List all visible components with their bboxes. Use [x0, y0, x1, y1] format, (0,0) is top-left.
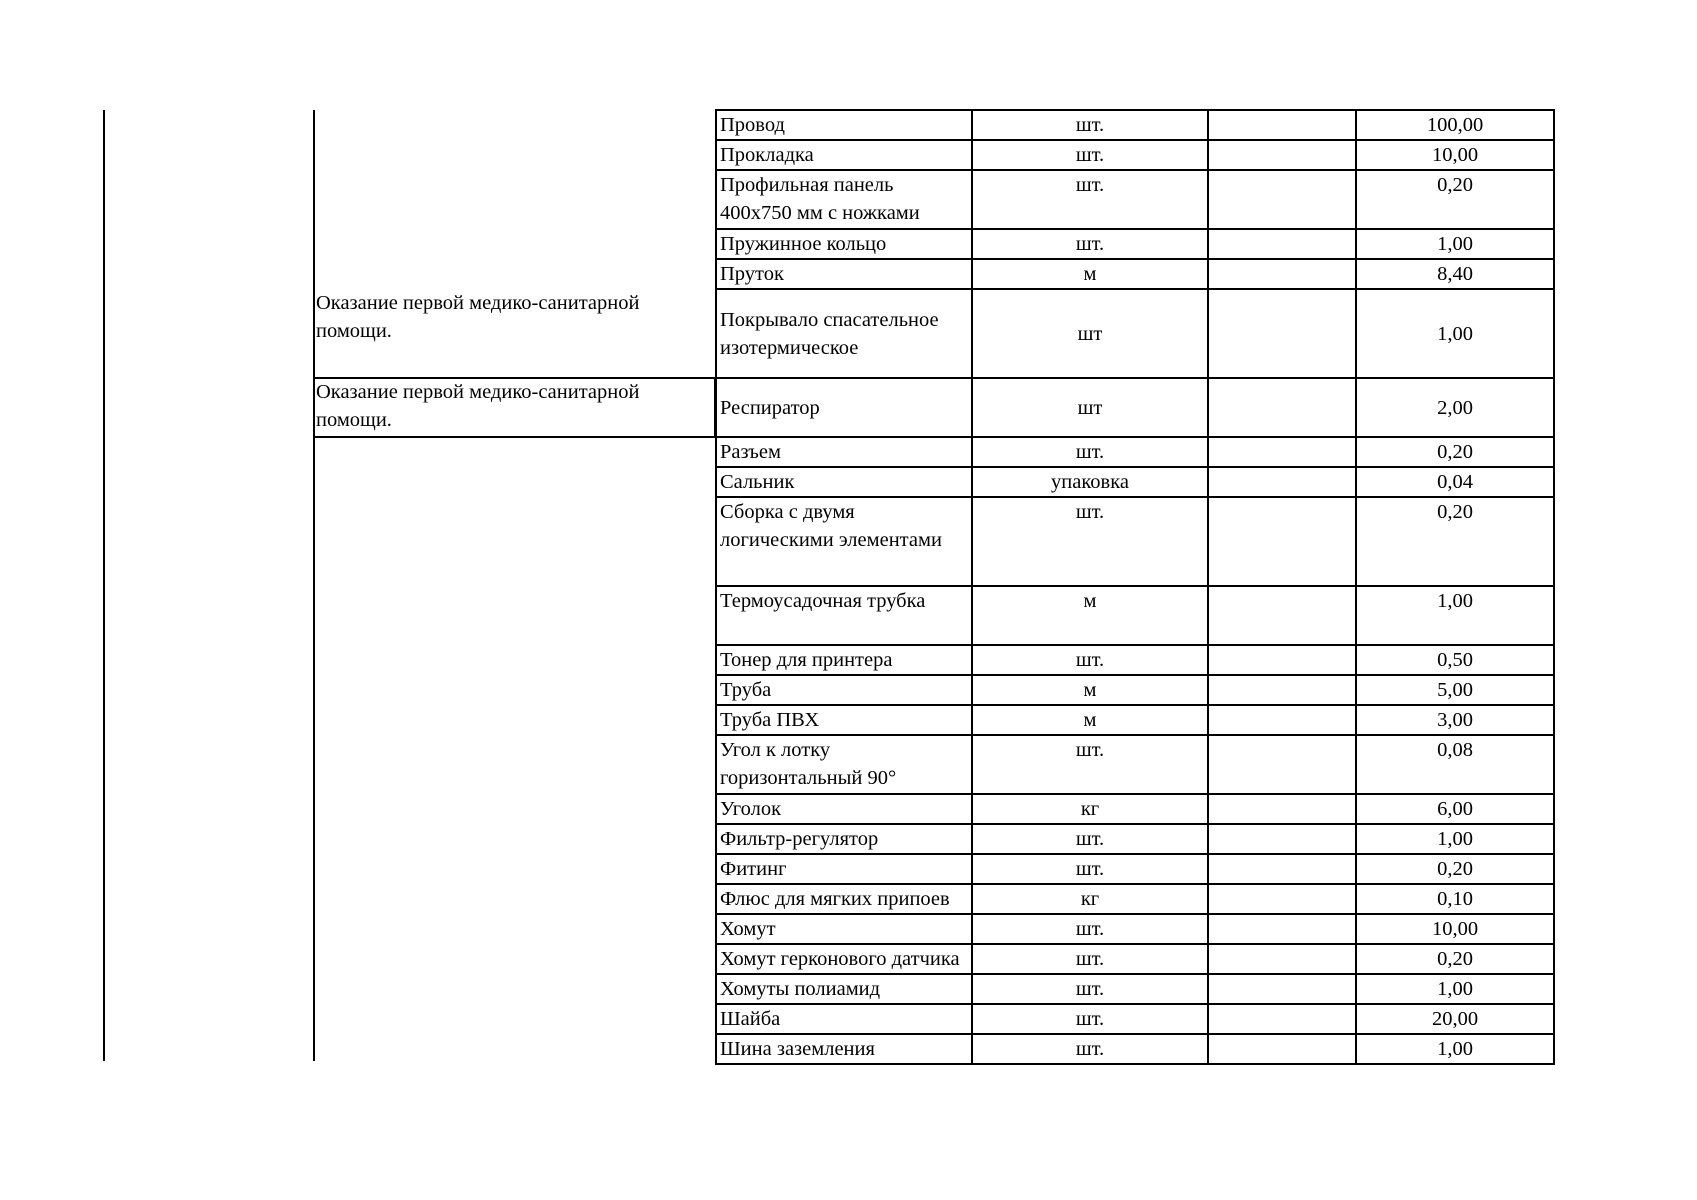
- item-quantity: 0,20: [1356, 437, 1554, 467]
- item-unit: шт.: [972, 110, 1208, 140]
- item-quantity: 0,20: [1356, 170, 1554, 229]
- item-name: Пруток: [716, 259, 972, 289]
- item-unit: упаковка: [972, 467, 1208, 497]
- table-row: [716, 675, 1554, 705]
- table-row: [716, 110, 1554, 140]
- item-empty-cell: [1208, 467, 1356, 497]
- group-separator-bottom: [313, 436, 715, 438]
- item-unit: шт.: [972, 824, 1208, 854]
- item-empty-cell: [1208, 378, 1356, 437]
- item-unit: м: [972, 259, 1208, 289]
- item-quantity: 0,04: [1356, 467, 1554, 497]
- item-quantity: 0,08: [1356, 735, 1554, 794]
- item-quantity: 0,20: [1356, 944, 1554, 974]
- item-quantity: 1,00: [1356, 1034, 1554, 1064]
- item-quantity: 6,00: [1356, 794, 1554, 824]
- table-row: [716, 467, 1554, 497]
- item-name: Сборка с двумя логическими элементами: [716, 497, 972, 586]
- table-row: [716, 884, 1554, 914]
- item-unit: шт: [972, 289, 1208, 378]
- table-row: [716, 794, 1554, 824]
- item-name: Шина заземления: [716, 1034, 972, 1064]
- item-empty-cell: [1208, 884, 1356, 914]
- group-label-first: Оказание первой медико-санитарной помощи.: [316, 292, 640, 342]
- item-empty-cell: [1208, 289, 1356, 378]
- table-row: [716, 974, 1554, 1004]
- table-row: [716, 914, 1554, 944]
- left-border-line: [103, 110, 105, 1061]
- table-row: [716, 1004, 1554, 1034]
- item-unit: шт.: [972, 974, 1208, 1004]
- table-row: [716, 645, 1554, 675]
- item-quantity: 2,00: [1356, 378, 1554, 437]
- item-unit: шт.: [972, 944, 1208, 974]
- item-empty-cell: [1208, 794, 1356, 824]
- item-name: Провод: [716, 110, 972, 140]
- item-empty-cell: [1208, 854, 1356, 884]
- table-row: [716, 824, 1554, 854]
- item-name: Хомут герконового датчика: [716, 944, 972, 974]
- item-name: Сальник: [716, 467, 972, 497]
- item-quantity: 0,50: [1356, 645, 1554, 675]
- table-row: [716, 944, 1554, 974]
- item-unit: шт.: [972, 170, 1208, 229]
- table-row: [716, 140, 1554, 170]
- item-empty-cell: [1208, 914, 1356, 944]
- item-empty-cell: [1208, 437, 1356, 467]
- item-name: Тонер для принтера: [716, 645, 972, 675]
- item-quantity: 1,00: [1356, 289, 1554, 378]
- table-row: [716, 378, 1554, 437]
- item-empty-cell: [1208, 944, 1356, 974]
- item-empty-cell: [1208, 735, 1356, 794]
- item-unit: шт.: [972, 229, 1208, 259]
- table-row: [716, 1034, 1554, 1064]
- item-empty-cell: [1208, 675, 1356, 705]
- table-row: [716, 170, 1554, 229]
- item-quantity: 1,00: [1356, 586, 1554, 645]
- item-quantity: 0,20: [1356, 497, 1554, 586]
- item-name: Хомуты полиамид: [716, 974, 972, 1004]
- item-name: Респиратор: [716, 378, 972, 437]
- item-empty-cell: [1208, 586, 1356, 645]
- item-unit: м: [972, 586, 1208, 645]
- table-row: [716, 229, 1554, 259]
- table-row: [716, 497, 1554, 586]
- item-unit: шт.: [972, 735, 1208, 794]
- item-unit: м: [972, 675, 1208, 705]
- item-unit: кг: [972, 794, 1208, 824]
- item-name: Профильная панель 400х750 мм с ножками: [716, 170, 972, 229]
- item-quantity: 8,40: [1356, 259, 1554, 289]
- item-empty-cell: [1208, 1004, 1356, 1034]
- materials-table: [715, 109, 1555, 1065]
- table-row: [716, 735, 1554, 794]
- item-unit: кг: [972, 884, 1208, 914]
- item-unit: шт.: [972, 645, 1208, 675]
- item-empty-cell: [1208, 110, 1356, 140]
- table-row: [716, 289, 1554, 378]
- item-name: Прокладка: [716, 140, 972, 170]
- item-name: Фитинг: [716, 854, 972, 884]
- table-row: [716, 586, 1554, 645]
- item-empty-cell: [1208, 1034, 1356, 1064]
- item-empty-cell: [1208, 229, 1356, 259]
- item-quantity: 1,00: [1356, 824, 1554, 854]
- group-label-second: Оказание первой медико-санитарной помощи.: [316, 381, 640, 431]
- item-empty-cell: [1208, 140, 1356, 170]
- item-unit: шт.: [972, 1034, 1208, 1064]
- item-quantity: 10,00: [1356, 140, 1554, 170]
- item-empty-cell: [1208, 259, 1356, 289]
- item-unit: шт: [972, 378, 1208, 437]
- item-empty-cell: [1208, 974, 1356, 1004]
- item-name: Хомут: [716, 914, 972, 944]
- item-empty-cell: [1208, 705, 1356, 735]
- item-quantity: 100,00: [1356, 110, 1554, 140]
- table-row: [716, 705, 1554, 735]
- item-name: Угол к лотку горизонтальный 90°: [716, 735, 972, 794]
- table-row: [716, 854, 1554, 884]
- item-empty-cell: [1208, 497, 1356, 586]
- item-quantity: 1,00: [1356, 229, 1554, 259]
- group-column-border-line: [313, 110, 315, 1061]
- item-name: Термоусадочная трубка: [716, 586, 972, 645]
- item-name: Труба: [716, 675, 972, 705]
- item-name: Разъем: [716, 437, 972, 467]
- item-name: Шайба: [716, 1004, 972, 1034]
- item-quantity: 0,10: [1356, 884, 1554, 914]
- item-quantity: 20,00: [1356, 1004, 1554, 1034]
- item-name: Флюс для мягких припоев: [716, 884, 972, 914]
- item-quantity: 10,00: [1356, 914, 1554, 944]
- item-unit: шт.: [972, 140, 1208, 170]
- item-empty-cell: [1208, 824, 1356, 854]
- item-unit: шт.: [972, 1004, 1208, 1034]
- item-unit: шт.: [972, 497, 1208, 586]
- item-name: Труба ПВХ: [716, 705, 972, 735]
- item-name: Фильтр-регулятор: [716, 824, 972, 854]
- item-name: Уголок: [716, 794, 972, 824]
- item-empty-cell: [1208, 170, 1356, 229]
- table-row: [716, 259, 1554, 289]
- item-quantity: 5,00: [1356, 675, 1554, 705]
- table-row: [716, 437, 1554, 467]
- item-unit: шт.: [972, 914, 1208, 944]
- item-name: Пружинное кольцо: [716, 229, 972, 259]
- item-unit: м: [972, 705, 1208, 735]
- item-name: Покрывало спасательное изотермическое: [716, 289, 972, 378]
- item-empty-cell: [1208, 645, 1356, 675]
- item-quantity: 1,00: [1356, 974, 1554, 1004]
- item-quantity: 3,00: [1356, 705, 1554, 735]
- item-unit: шт.: [972, 437, 1208, 467]
- item-quantity: 0,20: [1356, 854, 1554, 884]
- item-unit: шт.: [972, 854, 1208, 884]
